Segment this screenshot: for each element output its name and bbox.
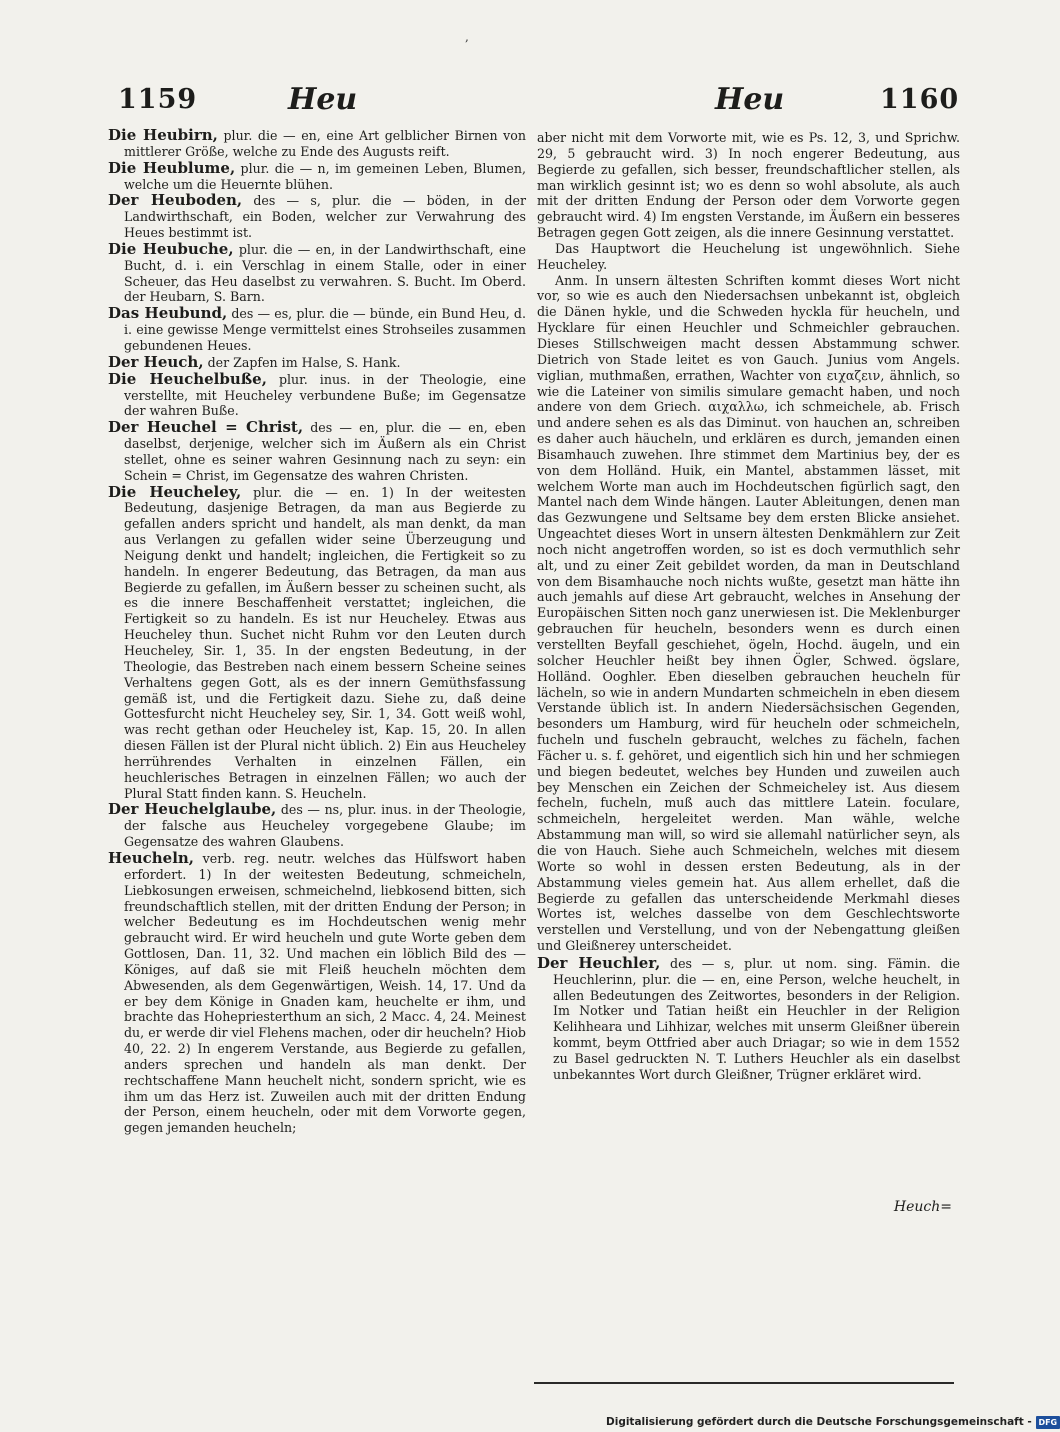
headword: Der Heuch, <box>108 352 204 371</box>
left-page-number: 1159 <box>118 84 198 115</box>
headword: Heucheln, <box>108 848 195 867</box>
definition: plur. die — en. 1) In der weitesten Bedeutung, dasjenige Betragen, da man aus Begierde zu gefallen anders spricht und handelt, als man denkt, da man aus Verlangen zu gefallen wider seine Überzeugung und Neigung denkt und handelt; ingleichen, die Fertigkeit so zu handeln. In engerer Bedeutung, das Betragen, da man aus Begierde zu gefallen, im Äußern besser zu scheinen sucht, als es die innere Beschaffenheit verstattet; ingleichen, die Fertigkeit so zu handeln. Es ist nur Heucheley. Etwas aus Heucheley thun. Suchet nicht Ruhm vor den Leuten durch Heucheley, Sir. 1, 35. In der engsten Bedeutung, in der Theologie, das Bestreben nach einem bessern Scheine seines Verhaltens gegen Gott, als es der innern Gemüthsfassung gemäß ist, und die Fertigkeit dazu. Siehe zu, daß deine Gottesfurcht nicht Heucheley sey, Sir. 1, 34. Gott weiß wohl, was recht gethan oder Heucheley ist, Kap. 15, 20. In allen diesen Fällen ist der Plural nicht üblich. 2) Ein aus Heucheley herrührendes Verhalten in einzelnen Fällen, ein heuchlerisches Betragen in einzelnen Fällen; wo auch der Plural Statt finden kann. S. Heucheln. <box>124 484 526 801</box>
continued-paragraph: aber nicht mit dem Vorworte mit, wie es Ps. 12, 3, und Sprichw. 29, 5 gebraucht wird. 3) In noch engerer Bedeutung, aus Begierde zu gefallen, sich besser, freundschaftlicher stellen, als man wirklich gesinnt ist; wo es denn so wohl absolute, als auch mit der dritten Endung der Person oder dem Vorworte gegen gebraucht wird. 4) Im engsten Verstande, im Äußern ein besseres Betragen gegen Gott zeigen, als die innere Gesinnung verstattet. <box>537 130 960 241</box>
definition: plur. die — en, eine Art gelblicher Birnen von mittlerer Größe, welche zu Ende des Augusts reift. <box>124 128 526 159</box>
definition: des — ns, plur. inus. in der Theologie, der falsche aus Heucheley vorgegebene Glaube; im Gegensatze des wahren Glaubens. <box>124 802 526 850</box>
annotation-paragraph: Anm. In unsern ältesten Schriften kommt dieses Wort nicht vor, so wie es auch den Niedersachsen unbekannt ist, obgleich die Dänen hykle, und die Schweden hyckla für heucheln, und Hycklare für einen Heuchler und Schmeichler gebrauchen. Dieses Stillschweigen macht dessen Abstammung schwer. Dietrich von Stade leitet es von Gauch. Junius vom Angels. viglian, muthmaßen, errathen, Wachter von ειχαζειν, ähnlich, so wie die Lateiner von similis simulare gemacht haben, und noch andere von dem Griech. αιχαλλω, ich schmeichele, ab. Frisch und andere sehen es als das Diminut. von hauchen an, schreiben es daher auch häucheln, und erklären es durch, jemanden einen Bisamhauch zuwehen. Ihre stimmet dem Martinius bey, der es von dem Holländ. Huik, ein Mantel, abstammen lässet, mit welchem Worte man auch im Hochdeutschen figürlich sagt, den Mantel nach dem Winde hängen. Lauter Ableitungen, denen man das Gezwungene und Seltsame bey dem ersten Blicke ansiehet. Ungeachtet dieses Wort in unsern ältesten Denkmählern zur Zeit noch nicht angetroffen worden, so ist es doch vermuthlich sehr alt, und zu einer Zeit gebildet worden, da man in Deutschland von dem Bisamhauche noch nichts wußte, gesetzt man hätte ihn auch jemahls auf diese Art gebraucht, welches in Ansehung der Europäischen Sitten noch ganz unerwiesen ist. Die Meklenburger gebrauchen für heucheln, besonders wenn es durch einen verstellten Beyfall geschiehet, ögeln, Hochd. äugeln, und ein solcher Heuchler heißt bey ihnen Ögler, Schwed. ögslare, Holländ. Ooghler. Eben dieselben gebrauchen heucheln für lächeln, so wie in andern Mundarten schmeicheln in eben diesem Verstande üblich ist. In andern Niedersächsischen Gegenden, besonders um Hamburg, wird für heucheln oder schmeicheln, fucheln und fuscheln gebraucht, welches zu fächeln, fachen Fächer u. s. f. gehöret, und eigentlich sich hin und her schmiegen und biegen bedeutet, welches bey Hunden und zuweilen auch bey Menschen ein Zeichen der Schmeicheley ist. Aus diesem fecheln, fucheln, muß auch das mittlere Latein. foculare, schmeicheln, hergeleitet werden. Man wähle, welche Abstammung man will, so wird sie allemahl natürlicher seyn, als die von Hauch. Siehe auch Schmeicheln, welches mit diesem Worte so wohl in dessen ersten Bedeutung, als in der Abstammung vieles gemein hat. Aus allem erhellet, daß die Begierde zu gefallen das unterscheidende Merkmahl dieses Wortes ist, welches dasselbe von dem Geschlechtsworte verstellen und Verstellung, und von der Nebengattung gleißen und Gleißnerey unterscheidet. <box>537 272 960 954</box>
headword: Die Heubirn, <box>108 126 218 144</box>
digitization-footer <box>606 1414 1060 1430</box>
headword: Die Heubuche, <box>108 239 234 258</box>
left-page-header <box>118 82 538 122</box>
dictionary-entry <box>108 306 526 354</box>
dictionary-entry <box>108 193 526 241</box>
definition: plur. inus. in der Theologie, eine verstellte, mit Heucheley verbundene Buße; im Gegensatze der wahren Buße. <box>124 371 526 419</box>
definition: des — s, plur. ut nom. sing. Fämin. die Heuchlerinn, plur. die — en, eine Person, welche heuchelt, in allen Bedeutungen des Zeitwortes, besonders in der Religion. Im Notker und Tatian heißt ein Heuchler in der Religion Kelihheara und Lihhizar, welches mit unserm Gleißner überein kommt, beym Ottfried aber auch Driagar; so wie in dem 1552 zu Basel gedruckten N. T. Luthers Heuchler als ein daselbst unbekanntes Wort durch Gleißner, Trügner erkläret wird. <box>553 955 960 1082</box>
dictionary-entry <box>108 802 526 850</box>
definition: verb. reg. neutr. welches das Hülfswort haben erfordert. 1) In der weitesten Bedeutung, schmeicheln, Liebkosungen erweisen, schmeichelnd, liebkosend bitten, sich freundschaftlich stellen, mit der dritten Endung der Person; in welcher Bedeutung es im Hochdeutschen wenig mehr gebraucht wird. Er wird heucheln und gute Worte geben dem Gottlosen, Dan. 11, 32. Und machen ein löblich Bild des — Königes, auf daß sie mit Fleiß heucheln möchten dem Abwesenden, als dem Gegenwärtigen, Weish. 14, 17. Und da er bey dem Könige in Gnaden kam, heuchelte er ihm, und brachte das Hohepriesterthum an sich, 2 Macc. 4, 24. Meinest du, er werde dir viel Flehens machen, oder dir heucheln? Hiob 40, 22. 2) In engerem Verstande, aus Begierde zu gefallen, anders sprechen und handeln als man denkt. Der rechtschaffene Mann heuchelt nicht, sondern spricht, wie es ihm um das Herz ist. Zuweilen auch mit der dritten Endung der Person, einem heucheln, oder mit dem Vorworte gegen, gegen jemanden heucheln; <box>124 850 526 1136</box>
catchword: Heuch= <box>893 1199 952 1215</box>
paragraph: Das Hauptwort die Heuchelung ist ungewöhnlich. Siehe Heucheley. <box>537 240 960 272</box>
headword: Das Heubund, <box>108 304 228 323</box>
headword: Die Heucheley, <box>108 482 242 501</box>
right-running-head: Heu <box>715 82 785 117</box>
right-page-number: 1160 <box>880 84 960 115</box>
scan-mark: , <box>465 30 469 44</box>
headword: Die Heublume, <box>108 158 236 177</box>
footer-text: Digitalisierung gefördert durch die Deutsche Forschungsgemeinschaft - <box>606 1416 1032 1428</box>
definition: plur. die — en, in der Landwirthschaft, eine Bucht, d. i. ein Verschlag in einem Stalle, oder in einer Scheuer, das Heu daselbst zu verwahren. S. Bucht. Im Oberd. der Heubarn, S. Barn. <box>124 241 526 305</box>
dictionary-entry <box>108 420 526 483</box>
dictionary-entry <box>537 953 960 1083</box>
headword: Der Heuboden, <box>108 191 243 210</box>
dictionary-entry <box>108 128 526 160</box>
definition: plur. die — n, im gemeinen Leben, Blumen, welche um die Heuernte blühen. <box>124 160 526 192</box>
dictionary-entry <box>108 482 526 802</box>
dictionary-entry <box>108 369 526 420</box>
headword: Der Heuchler, <box>537 953 661 972</box>
headword: Der Heuchel = Christ, <box>108 418 304 437</box>
headword: Der Heuchelglaube, <box>108 800 277 819</box>
dictionary-entry <box>108 239 526 305</box>
definition: des — en, plur. die — en, eben daselbst, derjenige, welcher sich im Äußern als ein Christ stellet, ohne es seiner wahren Gesinnung nach zu seyn: ein Schein = Christ, im Gegensatze des wahren Christen. <box>124 420 526 483</box>
right-page-header <box>540 82 960 122</box>
left-column <box>108 128 526 1137</box>
definition: des — s, plur. die — böden, in der Landwirthschaft, ein Boden, welcher zur Verwahrung des Heues bestimmt ist. <box>124 193 526 241</box>
right-column <box>537 130 960 1084</box>
bottom-rule <box>534 1382 954 1384</box>
left-running-head: Heu <box>288 82 358 117</box>
definition: der Zapfen im Halse, S. Hank. <box>207 354 401 370</box>
definition: des — es, plur. die — bünde, ein Bund Heu, d. i. eine gewisse Menge vermittelst eines Strohseiles zusammen gebundenen Heues. <box>124 306 526 353</box>
headword: Die Heuchelbuße, <box>108 369 267 388</box>
dictionary-entry <box>108 352 526 371</box>
dictionary-entry <box>108 158 526 193</box>
dictionary-entry <box>108 848 526 1136</box>
dfg-logo-icon: DFG <box>1036 1416 1060 1429</box>
